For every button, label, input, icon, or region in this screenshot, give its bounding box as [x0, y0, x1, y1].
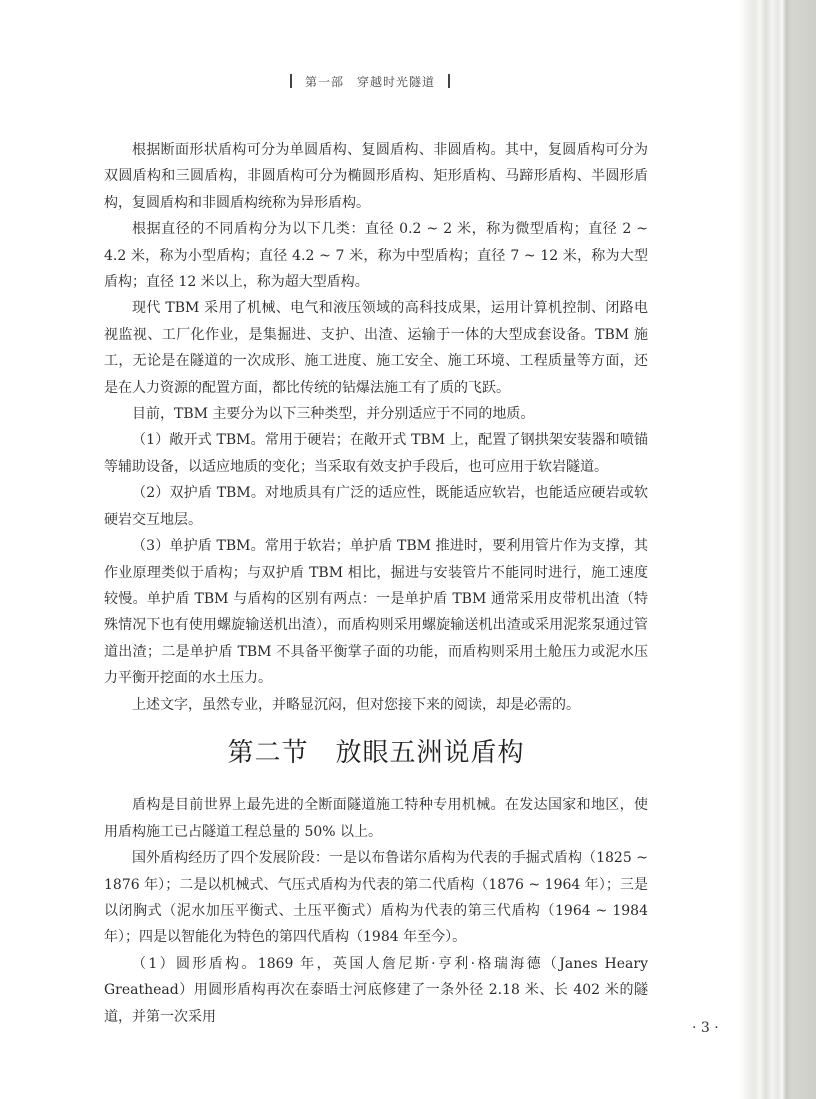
page-edge-decoration — [740, 0, 816, 1099]
header-left-rule — [290, 74, 292, 88]
paragraph: 根据直径的不同盾构分为以下几类：直径 0.2 ~ 2 米，称为微型盾构；直径 2 ~ 4.2 米，称为小型盾构；直径 4.2 ~ 7 米，称为中型盾构；直径 7 ~ 12 米，称为大型盾构；直径 12 米以上，称为超大型盾构。 — [104, 221, 648, 291]
paragraph: 上述文字，虽然专业，并略显沉闷，但对您接下来的阅读，却是必需的。 — [132, 696, 580, 713]
header-right-rule — [448, 74, 450, 88]
running-header — [0, 73, 740, 90]
page-number: · 3 · — [692, 1020, 719, 1036]
paragraph: 根据断面形状盾构可分为单圆盾构、复圆盾构、非圆盾构。其中，复圆盾构可分为双圆盾构和三圆盾构，非圆盾构可分为椭圆形盾构、矩形盾构、马蹄形盾构、半圆形盾构，复圆盾构和非圆盾构统称为异形盾构。 — [104, 142, 648, 211]
paragraph: （2）双护盾 TBM。对地质具有广泛的适应性，既能适应软岩，也能适应硬岩或软硬岩交互地层。 — [104, 485, 648, 528]
section-heading: 第二节 放眼五洲说盾构 — [227, 737, 525, 768]
paragraph: （3）单护盾 TBM。常用于软岩；单护盾 TBM 推进时，要利用管片作为支撑，其作业原理类似于盾构；与双护盾 TBM 相比，掘进与安装管片不能同时进行，施工速度较慢。单护盾 TBM 与盾构的区别有两点：一是单护盾 TBM 通常采用皮带机出渣（特殊情况下也有使用螺旋输送机出渣），而盾构则采用螺旋输送机出渣或采用泥浆泵通过管道出渣；二是单护盾 TBM 不具备平衡掌子面的功能，而盾构则采用土舱压力或泥水压力平衡开挖面的水土压力。 — [104, 538, 648, 687]
paragraph: 现代 TBM 采用了机械、电气和液压领域的高科技成果，运用计算机控制、闭路电视监视、工厂化作业，是集掘进、支护、出渣、运输于一体的大型成套设备。TBM 施工，无论是在隧道的一次成形、施工进度、施工安全、施工环境、工程质量等方面，还是在人力资源的配置方面，都比传统的钻爆法施工有了质的飞跃。 — [104, 300, 648, 396]
paragraph: 目前，TBM 主要分为以下三种类型，并分别适应于不同的地质。 — [132, 406, 535, 423]
paragraph: 国外盾构经历了四个发展阶段：一是以布鲁诺尔盾构为代表的手掘式盾构（1825 ~ 1876 年）；二是以机械式、气压式盾构为代表的第二代盾构（1876 ~ 1964 年）；三是以闭胸式（泥水加压平衡式、土压平衡式）盾构为代表的第三代盾构（1964 ~ 1984 年）；四是以智能化为特色的第四代盾构（1984 年至今）。 — [104, 850, 648, 946]
paragraph: 盾构是目前世界上最先进的全断面隧道施工特种专用机械。在发达国家和地区，使用盾构施工已占隧道工程总量的 50% 以上。 — [104, 797, 648, 840]
paragraph: （1）圆形盾构。1869 年，英国人詹尼斯·亨利·格瑞海德（Janes Heary Greathead）用圆形盾构再次在泰晤士河底修建了一条外径 2.18 米、长 402 米的隧道，并第一次采用 — [104, 955, 648, 1025]
body-text — [104, 137, 648, 1030]
header-title: 第一部 穿越时光隧道 — [304, 75, 435, 89]
paragraph: （1）敞开式 TBM。常用于硬岩；在敞开式 TBM 上，配置了钢拱架安装器和喷锚等辅助设备，以适应地质的变化；当采取有效支护手段后，也可应用于软岩隧道。 — [104, 432, 648, 475]
